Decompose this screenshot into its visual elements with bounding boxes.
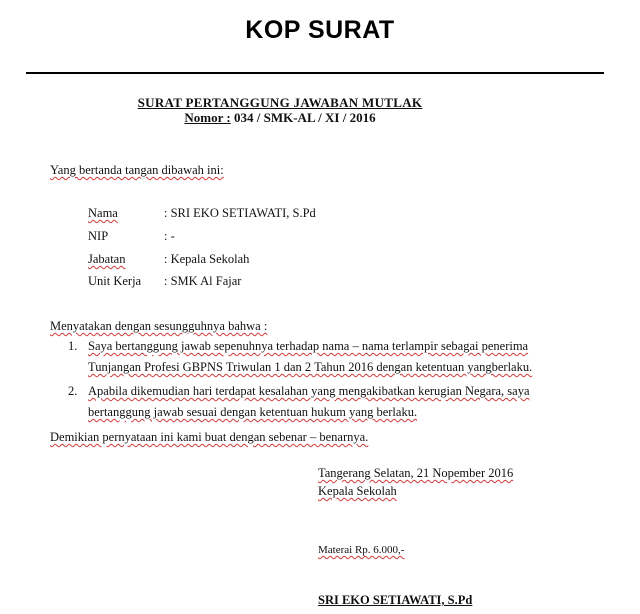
statement-number-2: 2. bbox=[68, 384, 78, 398]
identity-label-position: Jabatan bbox=[88, 252, 126, 266]
identity-value-position: : Kepala Sekolah bbox=[164, 252, 250, 266]
signatory-name: SRI EKO SETIAWATI, S.Pd bbox=[318, 593, 473, 607]
identity-value-unit: : SMK Al Fajar bbox=[164, 274, 242, 288]
statement-2-line-2: bertanggung jawab sesuai dengan ketentuan hukum yang berlaku. bbox=[88, 405, 418, 419]
letter-title: SURAT PERTANGGUNG JAWABAN MUTLAK bbox=[137, 95, 423, 110]
statement-intro: Menyatakan dengan sesungguhnya bahwa : bbox=[50, 319, 268, 333]
letter-number-value: 034 / SMK-AL / XI / 2016 bbox=[230, 110, 376, 125]
letter-number-label: Nomor : bbox=[184, 110, 231, 125]
identity-label-nip: NIP bbox=[88, 229, 109, 243]
stamp-duty-note: Materai Rp. 6.000,- bbox=[318, 544, 405, 556]
intro-text: Yang bertanda tangan dibawah ini: bbox=[50, 163, 224, 177]
identity-value-name: : SRI EKO SETIAWATI, S.Pd bbox=[164, 206, 316, 220]
identity-value-nip: : - bbox=[164, 229, 175, 243]
statement-1-line-2: Tunjangan Profesi GBPNS Triwulan 1 dan 2 Tahun 2016 dengan ketentuan yangberlaku. bbox=[88, 360, 533, 374]
statement-2-line-1: Apabila dikemudian hari terdapat kesalahan yang mengakibatkan kerugian Negara, saya bbox=[88, 384, 530, 398]
signature-position: Kepala Sekolah bbox=[318, 484, 397, 498]
letterhead-title: KOP SURAT bbox=[245, 16, 395, 44]
statement-number-1: 1. bbox=[68, 339, 78, 353]
statement-1-line-1: Saya bertanggung jawab sepenuhnya terhadap nama – nama terlampir sebagai penerima bbox=[88, 339, 529, 353]
identity-label-name: Nama bbox=[88, 206, 118, 220]
identity-label-unit: Unit Kerja bbox=[88, 274, 142, 288]
signature-place-date: Tangerang Selatan, 21 Nopember 2016 bbox=[318, 466, 514, 480]
letterhead-divider bbox=[26, 72, 604, 74]
letter-number bbox=[0, 110, 560, 126]
closing-text: Demikian pernyataan ini kami buat dengan sebenar – benarnya. bbox=[50, 430, 369, 444]
